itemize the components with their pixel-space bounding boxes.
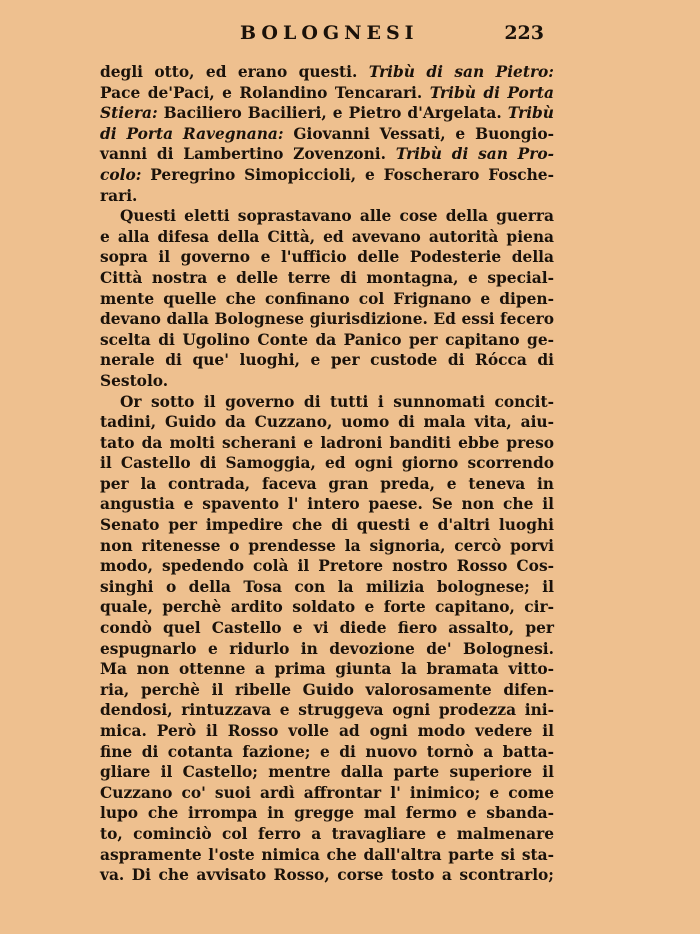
italic-text: colo: <box>100 165 142 184</box>
italic-text: Tribù <box>507 104 554 123</box>
text-segment: scelta di Ugolino Conte da Panico per capitano ge- <box>100 330 554 349</box>
text-line <box>100 309 554 330</box>
text-segment: angustia e spavento l' intero paese. Se non che il <box>100 495 554 514</box>
text-segment: Or sotto il governo di tutti i sunnomati concit- <box>120 392 554 411</box>
italic-text: Tribù di san Pro- <box>395 145 554 164</box>
text-line <box>100 515 554 536</box>
text-line <box>100 762 554 783</box>
text-segment: tato da molti scherani e ladroni banditi ebbe preso <box>100 433 554 452</box>
text-segment: gliare il Castello; mentre dalla parte superiore il <box>100 763 554 782</box>
text-segment: mente quelle che confinano col Frignano e dipen- <box>100 289 554 308</box>
text-segment: mica. Però il Rosso volle ad ogni modo vedere il <box>100 722 554 740</box>
italic-text: Stiera: <box>100 104 158 123</box>
text-segment: Questi eletti soprastavano alle cose della guerra <box>120 207 554 226</box>
text-line <box>100 165 554 186</box>
page-number: 223 <box>504 22 544 44</box>
text-segment: nerale di que' luoghi, e per custode di Rócca di <box>100 351 554 370</box>
text-segment: lupo che irrompa in gregge mal fermo e sbanda- <box>100 804 554 823</box>
text-line <box>100 227 554 248</box>
text-line <box>100 700 554 721</box>
text-line <box>100 350 554 371</box>
text-segment: to, cominciò col ferro a travagliare e malmenare <box>100 824 554 843</box>
text-line <box>100 62 554 83</box>
text-segment: ria, perchè il ribelle Guido valorosamente difen- <box>100 680 554 699</box>
text-line <box>100 618 554 639</box>
text-segment: sopra il governo e l'ufficio delle Podesterie della <box>100 248 554 267</box>
body-text <box>100 62 554 886</box>
text-line <box>100 474 554 495</box>
text-line <box>100 824 554 845</box>
text-segment: Sestolo. <box>100 371 169 390</box>
text-segment: per la contrada, faceva gran preda, e teneva in <box>100 474 554 493</box>
italic-text: Tribù di Porta <box>429 83 554 102</box>
text-line <box>100 494 554 515</box>
text-line <box>100 783 554 804</box>
text-segment: Giovanni Vessati, e Buongio- <box>283 124 554 143</box>
text-segment: singhi o della Tosa con la milizia bolognese; il <box>100 577 554 596</box>
text-segment: e alla difesa della Città, ed avevano autorità piena <box>100 227 554 246</box>
text-segment: devano dalla Bolognese giurisdizione. Ed essi fecero <box>100 310 554 329</box>
text-segment: rari. <box>100 186 138 205</box>
text-line <box>100 865 554 886</box>
text-line <box>100 83 554 104</box>
text-segment: modo, spedendo colà il Pretore nostro Rosso Cos- <box>100 557 554 576</box>
text-segment: va. Di che avvisato Rosso, corse tosto a scontrarlo; <box>100 866 554 885</box>
text-line <box>100 845 554 866</box>
text-line <box>100 330 554 351</box>
text-segment: Senato per impedire che di questi e d'altri luoghi <box>100 516 554 535</box>
text-line <box>100 392 554 413</box>
page-header <box>100 22 544 48</box>
italic-text: di Porta Ravegnana: <box>100 124 284 143</box>
italic-text: Tribù di san Pietro: <box>368 63 554 81</box>
text-line <box>100 103 554 124</box>
text-segment: aspramente l'oste nimica che dall'altra parte si sta- <box>100 845 554 864</box>
text-segment: condò quel Castello e vi diede fiero assalto, per <box>100 619 554 638</box>
text-segment: dendosi, rintuzzava e struggeva ogni prodezza ini- <box>100 701 554 720</box>
text-line <box>100 371 554 392</box>
running-title: BOLOGNESI <box>240 22 419 44</box>
text-line <box>100 206 554 227</box>
text-segment: tadini, Guido da Cuzzano, uomo di mala vita, aiu- <box>100 413 554 432</box>
text-segment: vanni di Lambertino Zovenzoni. <box>100 145 396 164</box>
text-segment: degli otto, ed erano questi. <box>100 63 369 81</box>
text-line <box>100 412 554 433</box>
text-line <box>100 803 554 824</box>
text-segment: Peregrino Simopiccioli, e Foscheraro Fosche- <box>141 165 554 184</box>
text-line <box>100 639 554 660</box>
text-segment: Ma non ottenne a prima giunta la bramata vitto- <box>100 660 554 679</box>
text-line <box>100 659 554 680</box>
text-segment: Baciliero Bacilieri, e Pietro d'Argelata. <box>157 104 508 123</box>
text-segment: non ritenesse o prendesse la signoria, cercò porvi <box>100 536 554 555</box>
text-segment: Città nostra e delle terre di montagna, e special- <box>100 268 554 287</box>
text-line <box>100 289 554 310</box>
text-line <box>100 247 554 268</box>
text-segment: Pace de'Paci, e Rolandino Tencarari. <box>100 83 430 102</box>
text-line <box>100 577 554 598</box>
text-segment: espugnarlo e ridurlo in devozione de' Bolognesi. <box>100 639 554 658</box>
text-line <box>100 144 554 165</box>
text-line <box>100 433 554 454</box>
text-line <box>100 536 554 557</box>
text-line <box>100 268 554 289</box>
text-line <box>100 453 554 474</box>
text-line <box>100 124 554 145</box>
text-line <box>100 680 554 701</box>
text-line <box>100 742 554 763</box>
text-line <box>100 597 554 618</box>
text-line <box>100 721 554 742</box>
text-segment: fine di cotanta fazione; e di nuovo tornò a batta- <box>100 742 554 761</box>
text-segment: quale, perchè ardito soldato e forte capitano, cir- <box>100 598 554 617</box>
text-line <box>100 556 554 577</box>
text-line <box>100 186 554 207</box>
text-segment: il Castello di Samoggia, ed ogni giorno scorrendo <box>100 454 554 473</box>
text-segment: Cuzzano co' suoi ardì affrontar l' inimico; e come <box>100 783 554 802</box>
